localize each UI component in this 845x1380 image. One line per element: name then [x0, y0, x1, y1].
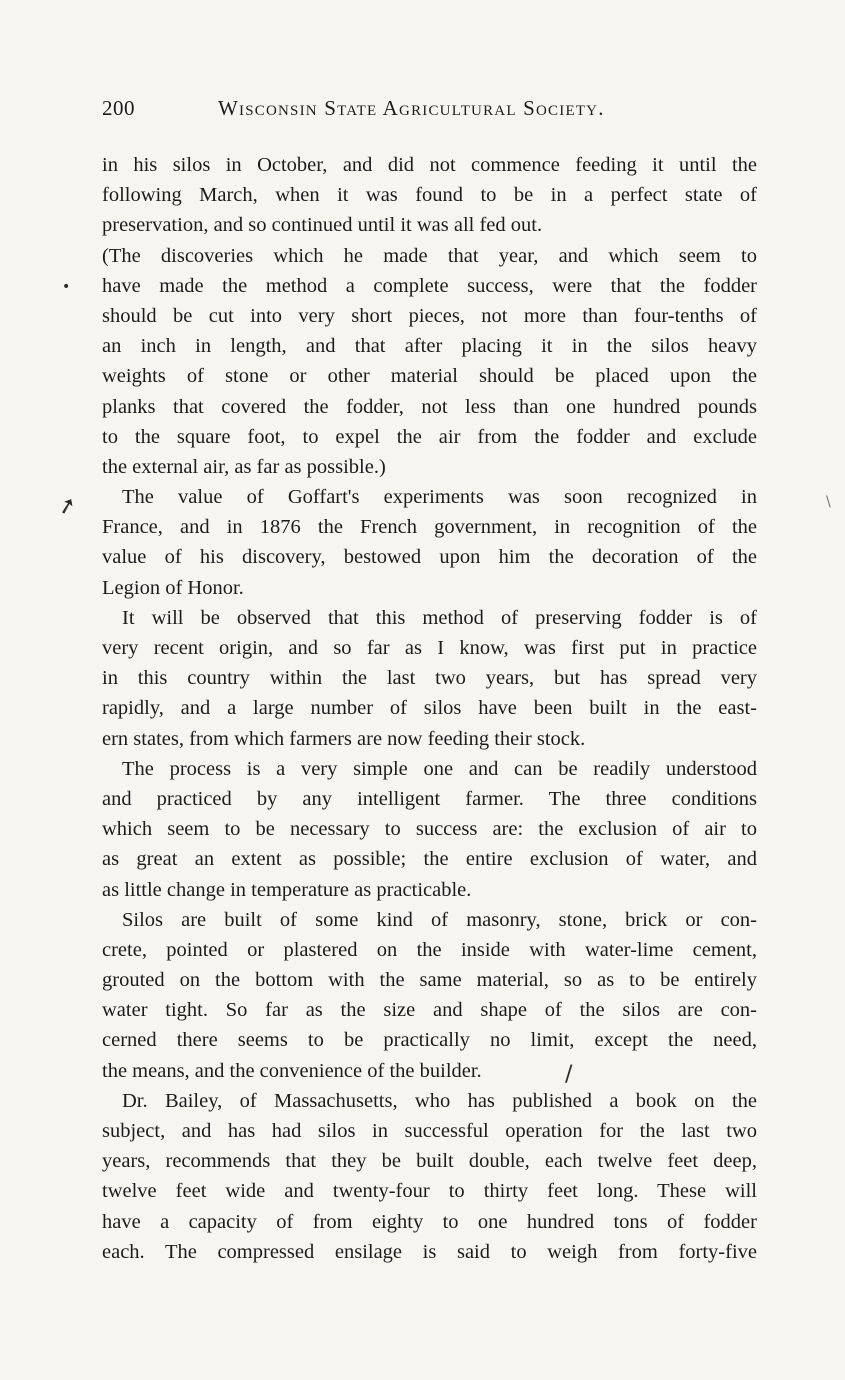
text-line: value of his discovery, bestowed upon him the decoration of the	[102, 546, 757, 569]
text-line: crete, pointed or plastered on the inside with water-lime cement,	[102, 938, 757, 961]
paragraph	[102, 905, 757, 1086]
body-text	[102, 150, 757, 1267]
text-line: Dr. Bailey, of Massachusetts, who has published a book on the	[122, 1089, 757, 1112]
paragraph	[102, 241, 757, 483]
text-line: The process is a very simple one and can be readily understood	[122, 757, 757, 780]
text-line: an inch in length, and that after placing it in the silos heavy	[102, 335, 757, 358]
paragraph	[102, 1086, 757, 1267]
text-line: years, recommends that they be built double, each twelve feet deep,	[102, 1150, 757, 1173]
text-line: in this country within the last two years, but has spread very	[102, 667, 757, 690]
text-line: which seem to be necessary to success are: the exclusion of air to	[102, 818, 757, 841]
margin-tick-mark: \	[826, 494, 831, 510]
text-line: to the square foot, to expel the air from the fodder and exclude	[102, 425, 757, 448]
text-line: water tight. So far as the size and shape of the silos are con-	[102, 999, 757, 1022]
text-line: planks that covered the fodder, not less than one hundred pounds	[102, 395, 757, 418]
text-line: have made the method a complete success, were that the fodder	[102, 274, 757, 297]
text-line: and practiced by any intelligent farmer. The three conditions	[102, 787, 757, 810]
text-line: ern states, from which farmers are now feeding their stock.	[102, 727, 586, 750]
text-line: The value of Goffart's experiments was soon recognized in	[122, 486, 757, 509]
text-line: very recent origin, and so far as I know, was first put in practice	[102, 637, 757, 659]
text-line: each. The compressed ensilage is said to weigh from forty-five	[102, 1240, 757, 1263]
margin-arrow-mark: ➚	[55, 492, 80, 521]
text-line: the means, and the convenience of the builder.	[102, 1059, 482, 1082]
text-line: weights of stone or other material should be placed upon the	[102, 365, 757, 388]
paragraph	[102, 150, 757, 241]
text-line: grouted on the bottom with the same material, so as to be entirely	[102, 969, 757, 992]
handwritten-bracket-mark: /	[565, 1062, 573, 1087]
text-line: Silos are built of some kind of masonry, stone, brick or con-	[122, 908, 757, 931]
paragraph	[102, 754, 757, 905]
text-line: cerned there seems to be practically no limit, except the need,	[102, 1029, 757, 1052]
text-line: preservation, and so continued until it was all fed out.	[102, 214, 543, 237]
text-line: as little change in temperature as practicable.	[102, 878, 472, 901]
page-number: 200	[102, 96, 135, 120]
text-line: France, and in 1876 the French government, in recognition of the	[102, 516, 757, 539]
text-line: Legion of Honor.	[102, 576, 244, 599]
text-line: as great an extent as possible; the entire exclusion of water, and	[102, 848, 757, 871]
paragraph	[102, 482, 757, 603]
text-line: in his silos in October, and did not commence feeding it until the	[102, 154, 757, 176]
text-line: (The discoveries which he made that year, and which seem to	[102, 244, 757, 267]
paragraph	[102, 603, 757, 754]
text-line: have a capacity of from eighty to one hundred tons of fodder	[102, 1210, 757, 1233]
margin-dot-mark: •	[62, 279, 71, 295]
text-line: rapidly, and a large number of silos have been built in the east-	[102, 697, 757, 720]
running-head	[102, 96, 762, 122]
running-title: Wisconsin State Agricultural Society.	[218, 96, 605, 120]
text-line: following March, when it was found to be in a perfect state of	[102, 184, 757, 207]
text-line: It will be observed that this method of preserving fodder is of	[122, 606, 757, 629]
text-line: the external air, as far as possible.)	[102, 455, 386, 478]
text-line: should be cut into very short pieces, not more than four-tenths of	[102, 304, 757, 327]
text-line: subject, and has had silos in successful operation for the last two	[102, 1120, 757, 1142]
text-line: twelve feet wide and twenty-four to thirty feet long. These will	[102, 1180, 757, 1203]
